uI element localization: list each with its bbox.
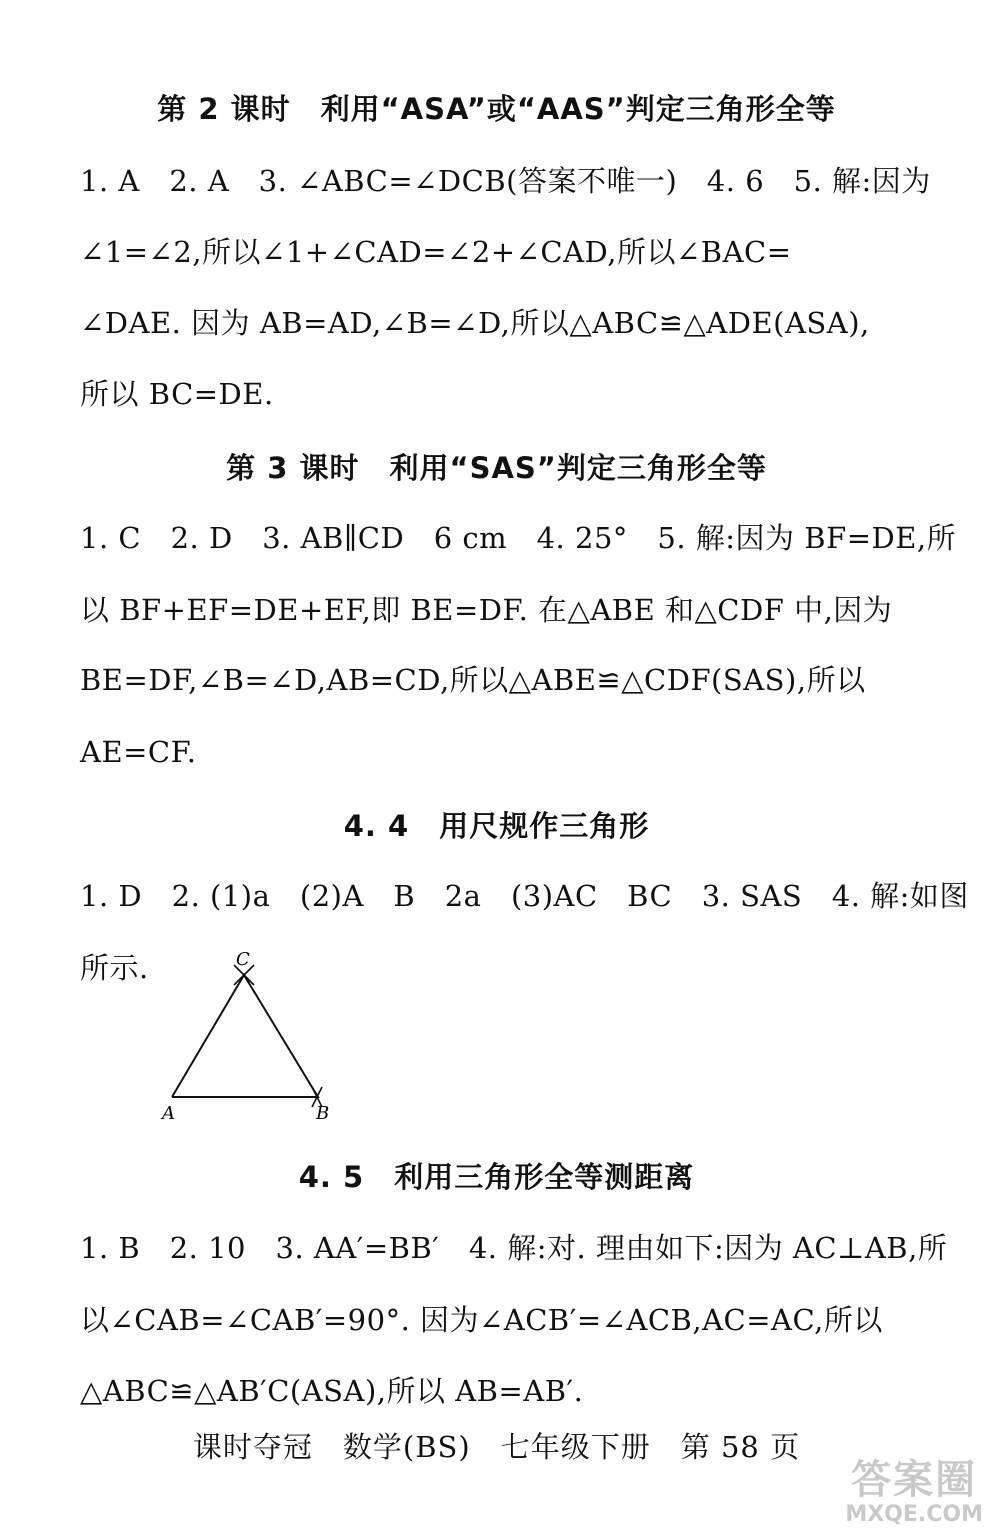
triangle-figure	[150, 945, 350, 1130]
answer-line: 所示.	[80, 951, 149, 985]
answer-line: 1. D 2. (1)a (2)A B 2a (3)AC BC 3. SAS 4. 解:如图	[80, 879, 969, 913]
vertex-label-b: B	[316, 1103, 330, 1124]
section-heading: 第 3 课时 利用“SAS”判定三角形全等	[226, 451, 767, 485]
section-heading: 4. 4 用尺规作三角形	[343, 809, 650, 843]
answer-line: BE=DF,∠B=∠D,AB=CD,所以△ABE≌△CDF(SAS),所以	[80, 663, 866, 697]
answer-line: 以∠CAB=∠CAB′=90°. 因为∠ACB′=∠ACB,AC=AC,所以	[80, 1303, 883, 1337]
vertex-label-a: A	[162, 1103, 175, 1124]
answer-line: ∠DAE. 因为 AB=AD,∠B=∠D,所以△ABC≌△ADE(ASA),	[80, 306, 870, 340]
watermark	[845, 1458, 983, 1528]
watermark-logo: 答案圈	[851, 1457, 978, 1503]
page-footer: 课时夺冠 数学(BS) 七年级下册 第 58 页	[192, 1430, 801, 1464]
answer-line: AE=CF.	[80, 735, 197, 769]
vertex-label-c: C	[236, 949, 250, 970]
section-heading: 第 2 课时 利用“ASA”或“AAS”判定三角形全等	[157, 92, 836, 126]
triangle-outline	[172, 975, 318, 1097]
answer-line: 1. C 2. D 3. AB∥CD 6 cm 4. 25° 5. 解:因为 BF=DE,所	[80, 521, 957, 555]
answer-line: 1. A 2. A 3. ∠ABC=∠DCB(答案不唯一) 4. 6 5. 解:因为	[80, 164, 931, 198]
answer-line: ∠1=∠2,所以∠1+∠CAD=∠2+∠CAD,所以∠BAC=	[80, 235, 792, 269]
answer-line: △ABC≌△AB′C(ASA),所以 AB=AB′.	[80, 1374, 584, 1408]
section-heading: 4. 5 利用三角形全等测距离	[298, 1160, 695, 1194]
answer-line: 所以 BC=DE.	[80, 377, 274, 411]
watermark-url: MXQE.COM	[845, 1502, 983, 1527]
answer-line: 以 BF+EF=DE+EF,即 BE=DF. 在△ABE 和△CDF 中,因为	[80, 593, 893, 627]
answer-line: 1. B 2. 10 3. AA′=BB′ 4. 解:对. 理由如下:因为 AC⊥AB,所	[80, 1231, 948, 1265]
